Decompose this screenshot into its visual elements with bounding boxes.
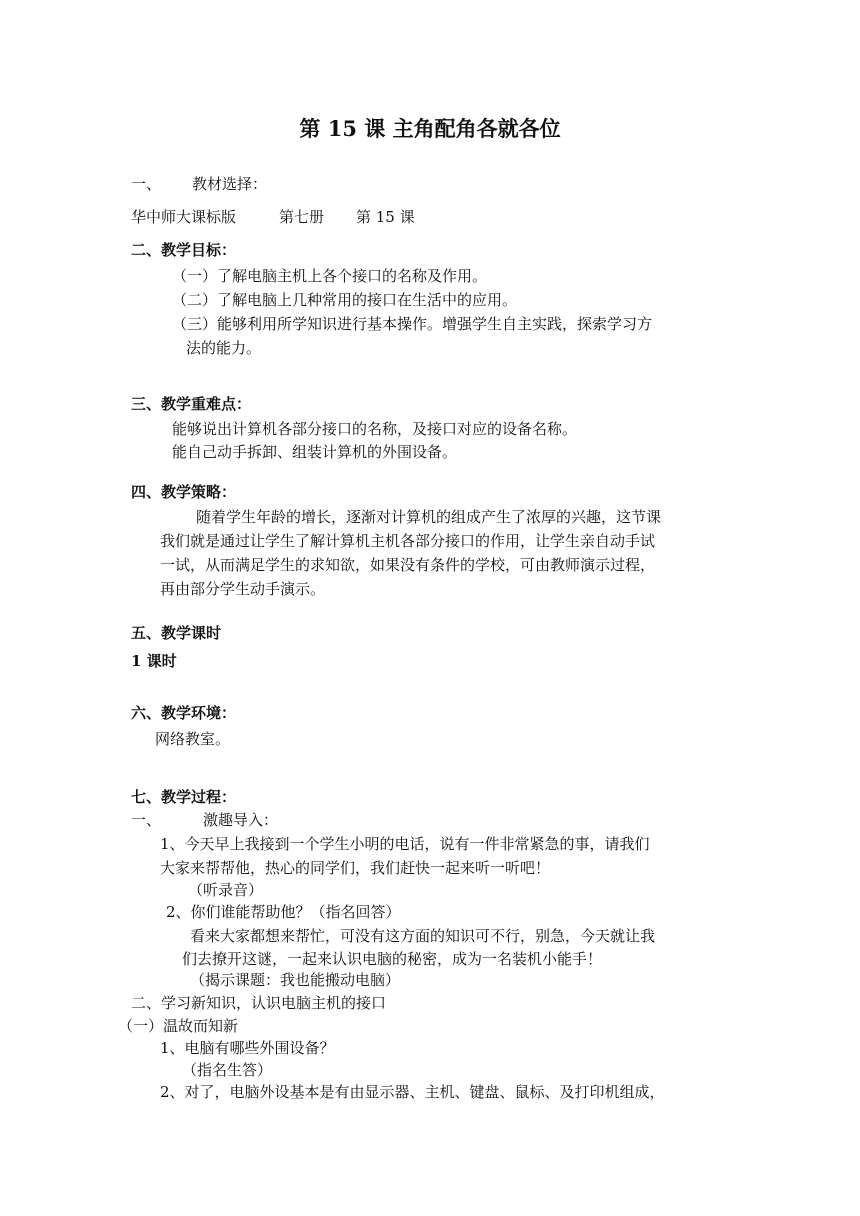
objective-item: （二）了解电脑上几种常用的接口在生活中的应用。 bbox=[172, 291, 518, 309]
step-1-number: 一、 bbox=[131, 811, 162, 829]
process-line: 看来大家都想来帮忙，可没有这方面的知识可不行，别急，今天就让我 bbox=[190, 927, 656, 945]
class-hours-value: 1 课时 bbox=[131, 652, 177, 670]
key-point-item: 能自己动手拆卸、组装计算机的外围设备。 bbox=[172, 443, 458, 461]
strategy-line: 再由部分学生动手演示。 bbox=[160, 580, 326, 598]
process-line: 大家来帮帮他，热心的同学们，我们赶快一起来听一听吧！ bbox=[160, 859, 551, 877]
textbook-lesson: 第 15 课 bbox=[356, 208, 415, 226]
section-1-heading: 教材选择： bbox=[192, 175, 268, 193]
strategy-line: 一试，从而满足学生的求知欲，如果没有条件的学校，可由教师演示过程， bbox=[160, 556, 656, 574]
section-1-number: 一、 bbox=[131, 175, 162, 193]
strategy-line: 随着学生年龄的增长，逐渐对计算机的组成产生了浓厚的兴趣，这节课 bbox=[196, 508, 662, 526]
section-2-heading: 二、教学目标： bbox=[131, 241, 237, 259]
step-2-subheading: （一）温故而知新 bbox=[118, 1017, 239, 1035]
page-title: 第 15 课 主角配角各就各位 bbox=[299, 116, 561, 141]
process-note: （指名生答） bbox=[182, 1061, 273, 1079]
environment-value: 网络教室。 bbox=[155, 730, 231, 748]
key-point-item: 能够说出计算机各部分接口的名称，及接口对应的设备名称。 bbox=[172, 420, 578, 438]
textbook-edition: 华中师大课标版 bbox=[131, 208, 237, 226]
objective-item: （一）了解电脑主机上各个接口的名称及作用。 bbox=[172, 267, 488, 285]
process-line: 1、今天早上我接到一个学生小明的电话，说有一件非常紧急的事，请我们 bbox=[160, 835, 650, 853]
objective-item: （三）能够利用所学知识进行基本操作。增强学生自主实践，探索学习方 bbox=[172, 315, 653, 333]
section-5-heading: 五、教学课时 bbox=[131, 624, 222, 642]
section-4-heading: 四、教学策略： bbox=[131, 483, 237, 501]
process-line: 们去撩开这谜，一起来认识电脑的秘密，成为一名装机小能手！ bbox=[182, 950, 603, 968]
step-2-heading: 二、学习新知识，认识电脑主机的接口 bbox=[131, 994, 387, 1012]
process-line: 2、你们谁能帮助他？（指名回答） bbox=[166, 903, 401, 921]
textbook-volume: 第七册 bbox=[279, 208, 325, 226]
section-6-heading: 六、教学环境： bbox=[131, 704, 237, 722]
process-line: 2、对了，电脑外设基本是有由显示器、主机、键盘、鼠标、及打印机组成， bbox=[160, 1083, 665, 1101]
step-1-heading: 激趣导入： bbox=[203, 811, 279, 829]
strategy-line: 我们就是通过让学生了解计算机主机各部分接口的作用，让学生亲自动手试 bbox=[160, 532, 656, 550]
objective-item-continued: 法的能力。 bbox=[186, 339, 262, 357]
section-7-heading: 七、教学过程： bbox=[131, 788, 237, 806]
section-3-heading: 三、教学重难点： bbox=[131, 395, 252, 413]
process-note: （听录音） bbox=[188, 881, 264, 899]
process-line: 1、电脑有哪些外围设备？ bbox=[160, 1039, 335, 1057]
process-note: （揭示课题：我也能搬动电脑） bbox=[190, 971, 401, 989]
